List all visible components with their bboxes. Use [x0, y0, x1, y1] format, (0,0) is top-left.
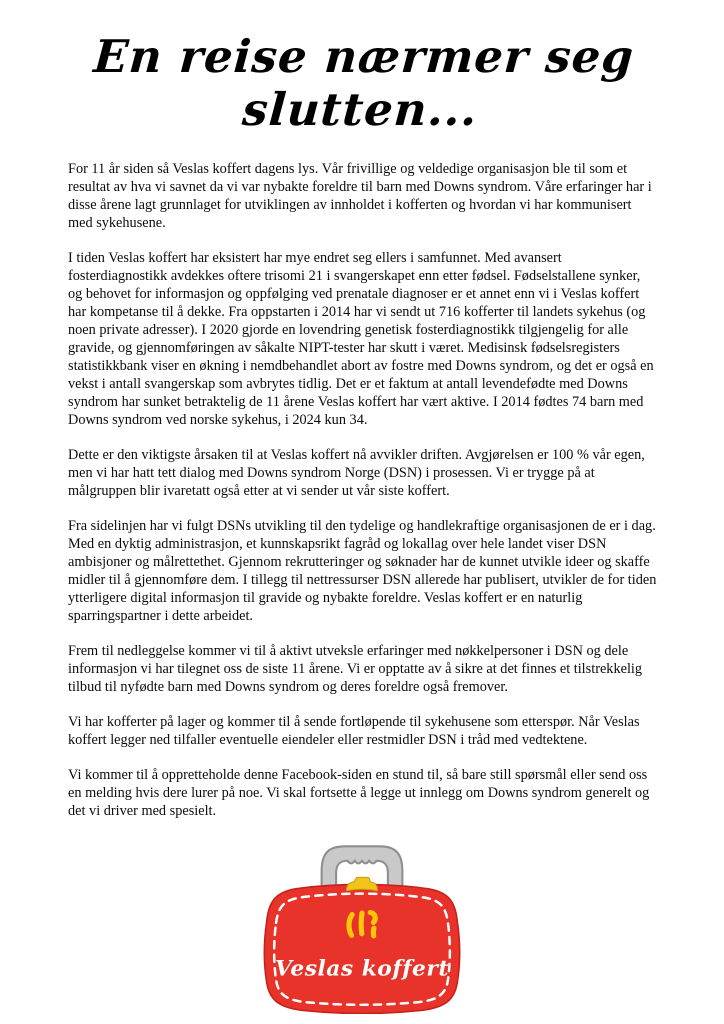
- paragraph: For 11 år siden så Veslas koffert dagens lys. Vår frivillige og veldedige organisasjon ble til som et resultat av hva vi savnet da vi var nybakte foreldre til barn med Downs syndrom. Våre erfaringer har i disse årene lagt grunnlaget for utviklingen av innholdet i kofferten og hvordan vi har kommunisert med sykehusene.: [68, 161, 652, 231]
- article-body: [68, 160, 658, 820]
- page-title: En reise nærmer seg slutten...: [91, 30, 636, 136]
- paragraph: I tiden Veslas koffert har eksistert har mye endret seg ellers i samfunnet. Med avansert fosterdiagnostikk avdekkes oftere trisomi 21 i svangerskapet enn etter fødsel. Fødselstallene synker, og behovet for informasjon og oppfølging ved prenatale diagnoser er et annet enn vi i Veslas koffert har kompetanse til å dekke. Fra oppstarten i 2014 har vi sendt ut 716 kofferter til landets sykehus (og noen private adresser). I 2020 gjorde en lovendring genetisk fosterdiagnostikk tilgjengelig for alle gravide, og gjennomføringen av såkalte NIPT-tester har skutt i været. Medisinsk fødselsregisters statistikkbank viser en økning i nemdbehandlet abort av fostre med Downs syndrom, og det er også en vekst i antall svangerskap som avbrytes tidlig. Det er et faktum at antall levendefødte med Downs syndrom har sunket betraktelig de 11 årene Veslas koffert har vært aktive. I 2014 fødtes 74 barn med Downs syndrom ved norske sykehus, i 2024 kun 34.: [68, 250, 654, 428]
- suitcase-label: Veslas koffert: [275, 956, 449, 982]
- paragraph: Vi kommer til å oppretteholde denne Facebook-siden en stund til, så bare still spørsmål eller send oss en melding hvis dere lurer på noe. Vi skal fortsette å legge ut innlegg om Downs syndrom generelt og det vi driver med spesielt.: [68, 767, 650, 819]
- paragraph: Frem til nedleggelse kommer vi til å aktivt utveksle erfaringer med nøkkelpersoner i DSN og dele informasjon vi har tilegnet oss de siste 11 årene. Vi er opptatte av å sikre at det finnes et tilstrekkelig tilbud til nyfødte barn med Downs syndrom og deres foreldre også fremover.: [68, 643, 643, 695]
- paragraph: Vi har kofferter på lager og kommer til å sende fortløpende til sykehusene som etterspør. Når Veslas koffert legger ned tilfaller eventuelle eiendeler eller restmidler DSN i tråd med vedtektene.: [68, 714, 640, 748]
- paragraph: Dette er den viktigste årsaken til at Veslas koffert nå avvikler driften. Avgjørelsen er 100 % vår egen, men vi har hatt tett dialog med Downs syndrom Norge (DSN) i prosessen. Vi er trygge på at målgruppen blir ivaretatt også etter at vi sender ut vår siste koffert.: [68, 447, 645, 499]
- illustration-container: [0, 838, 724, 1014]
- suitcase-body: [264, 884, 459, 1013]
- suitcase-clasp-icon: [346, 877, 377, 890]
- paragraph: Fra sidelinjen har vi fulgt DSNs utvikling til den tydelige og handlekraftige organisasjonen de er i dag. Med en dyktig administrasjon, et kunnskapsrikt fagråd og lokallag over hele landet viser DSN ambisjoner og målrettethet. Gjennom rekrutteringer og søknader har de kunnet utvikle ideer og skaffe midler til å gjennomføre dem. I tillegg til nettressurser DSN allerede har publisert, utvikler de for tiden ytterligere digital informasjon til gravide og nybakte foreldre. Veslas koffert er en naturlig sparringspartner i dette arbeidet.: [68, 518, 657, 624]
- suitcase-illustration: [258, 838, 466, 1014]
